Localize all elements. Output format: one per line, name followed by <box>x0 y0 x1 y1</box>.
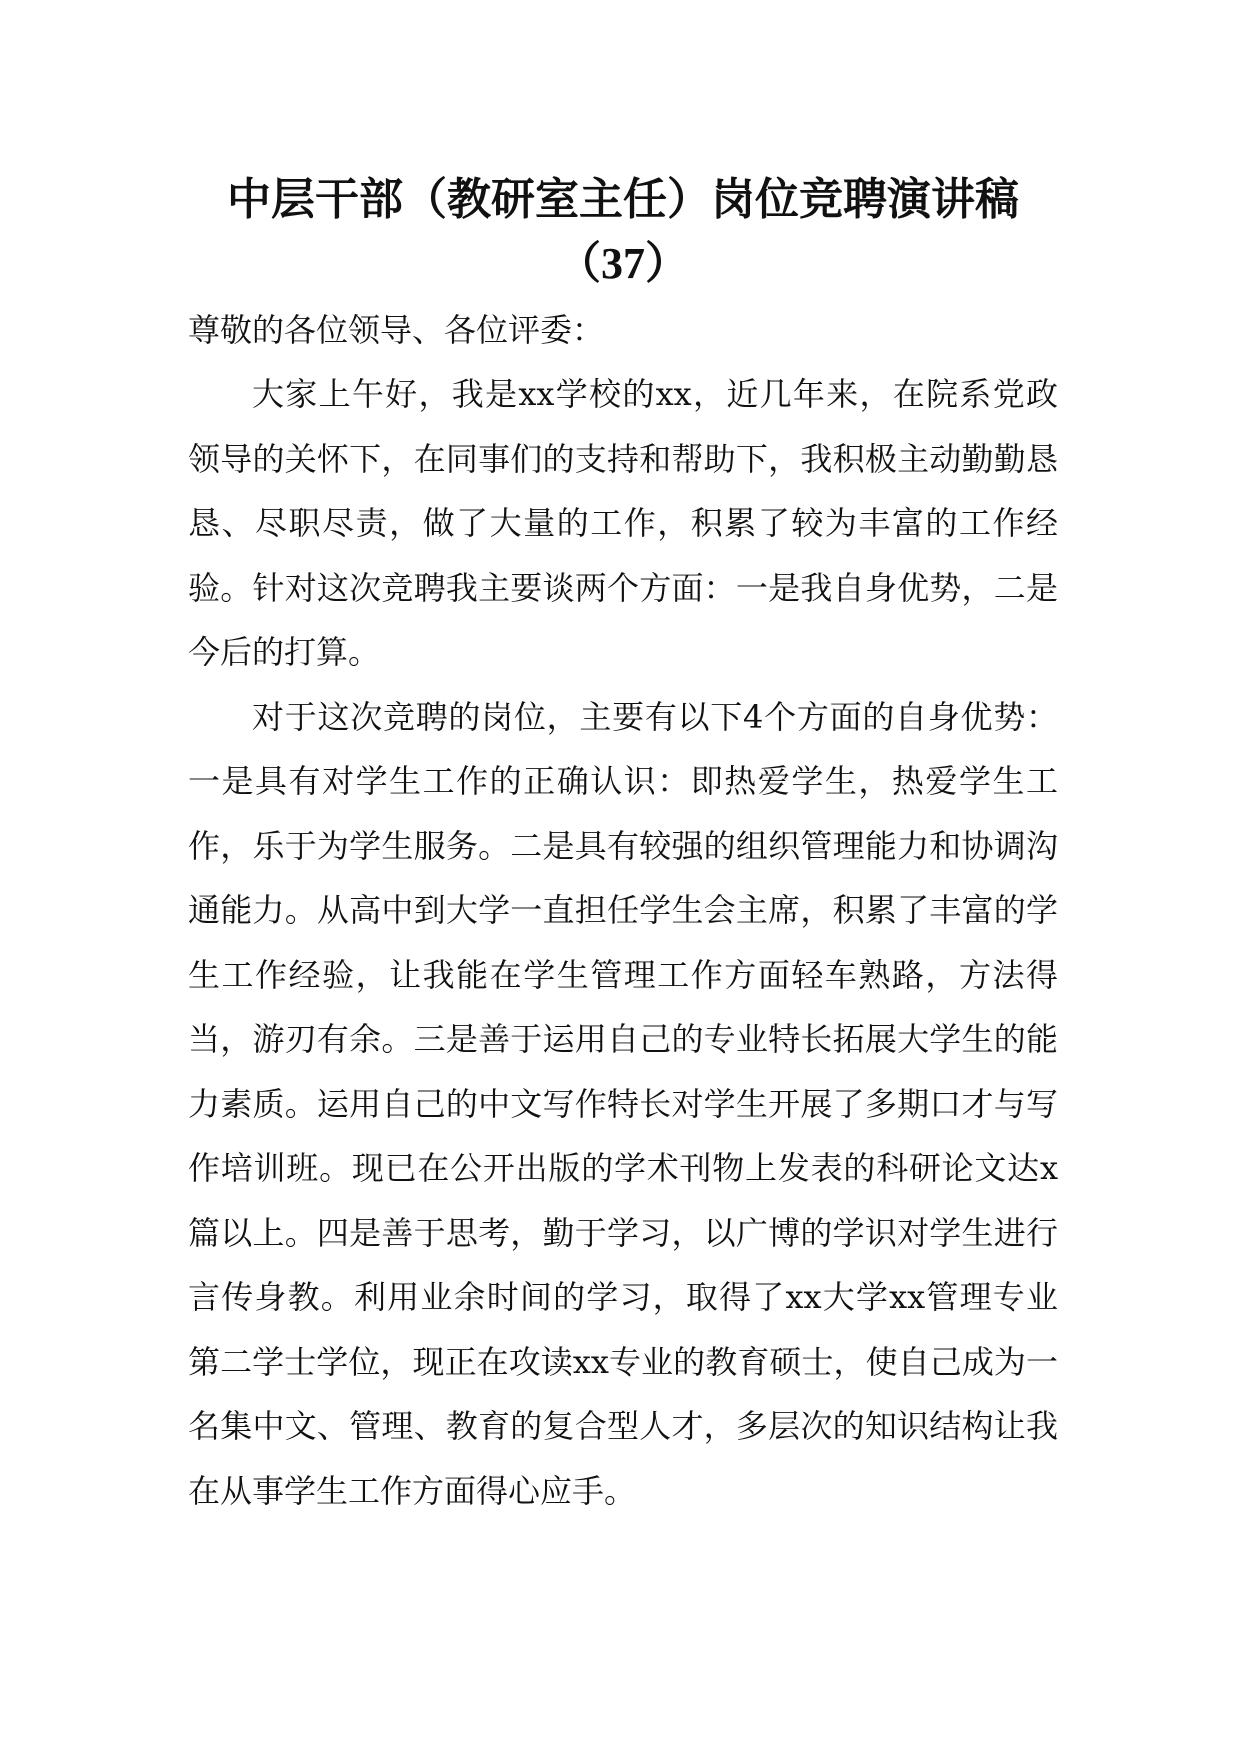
paragraph-advantages: 对于这次竞聘的岗位，主要有以下4个方面的自身优势：一是具有对学生工作的正确认识：即热爱学生，热爱学生工作，乐于为学生服务。二是具有较强的组织管理能力和协调沟通能力。从高中到大学一直担任学生会主席，积累了丰富的学生工作经验，让我能在学生管理工作方面轻车熟路，方法得当，游刃有余。三是善于运用自己的专业特长拓展大学生的能力素质。运用自己的中文写作特长对学生开展了多期口才与写作培训班。现已在公开出版的学术刊物上发表的科研论文达x篇以上。四是善于思考，勤于学习，以广博的学识对学生进行言传身教。利用业余时间的学习，取得了xx大学xx管理专业第二学士学位，现正在攻读xx专业的教育硕士，使自己成为一名集中文、管理、教育的复合型人才，多层次的知识结构让我在从事学生工作方面得心应手。 <box>188 697 1058 1510</box>
document-title-number: （37） <box>557 239 689 288</box>
salutation: 尊敬的各位领导、各位评委： <box>188 311 605 349</box>
paragraph-intro: 大家上午好，我是xx学校的xx，近几年来，在院系党政领导的关怀下，在同事们的支持和帮助下，我积极主动勤勤恳恳、尽职尽责，做了大量的工作，积累了较为丰富的工作经验。针对这次竞聘我主要谈两个方面：一是我自身优势，二是今后的打算。 <box>188 375 1058 671</box>
document-title: 中层干部（教研室主任）岗位竞聘演讲稿 <box>227 174 1019 225</box>
document-page <box>188 168 1058 1523</box>
